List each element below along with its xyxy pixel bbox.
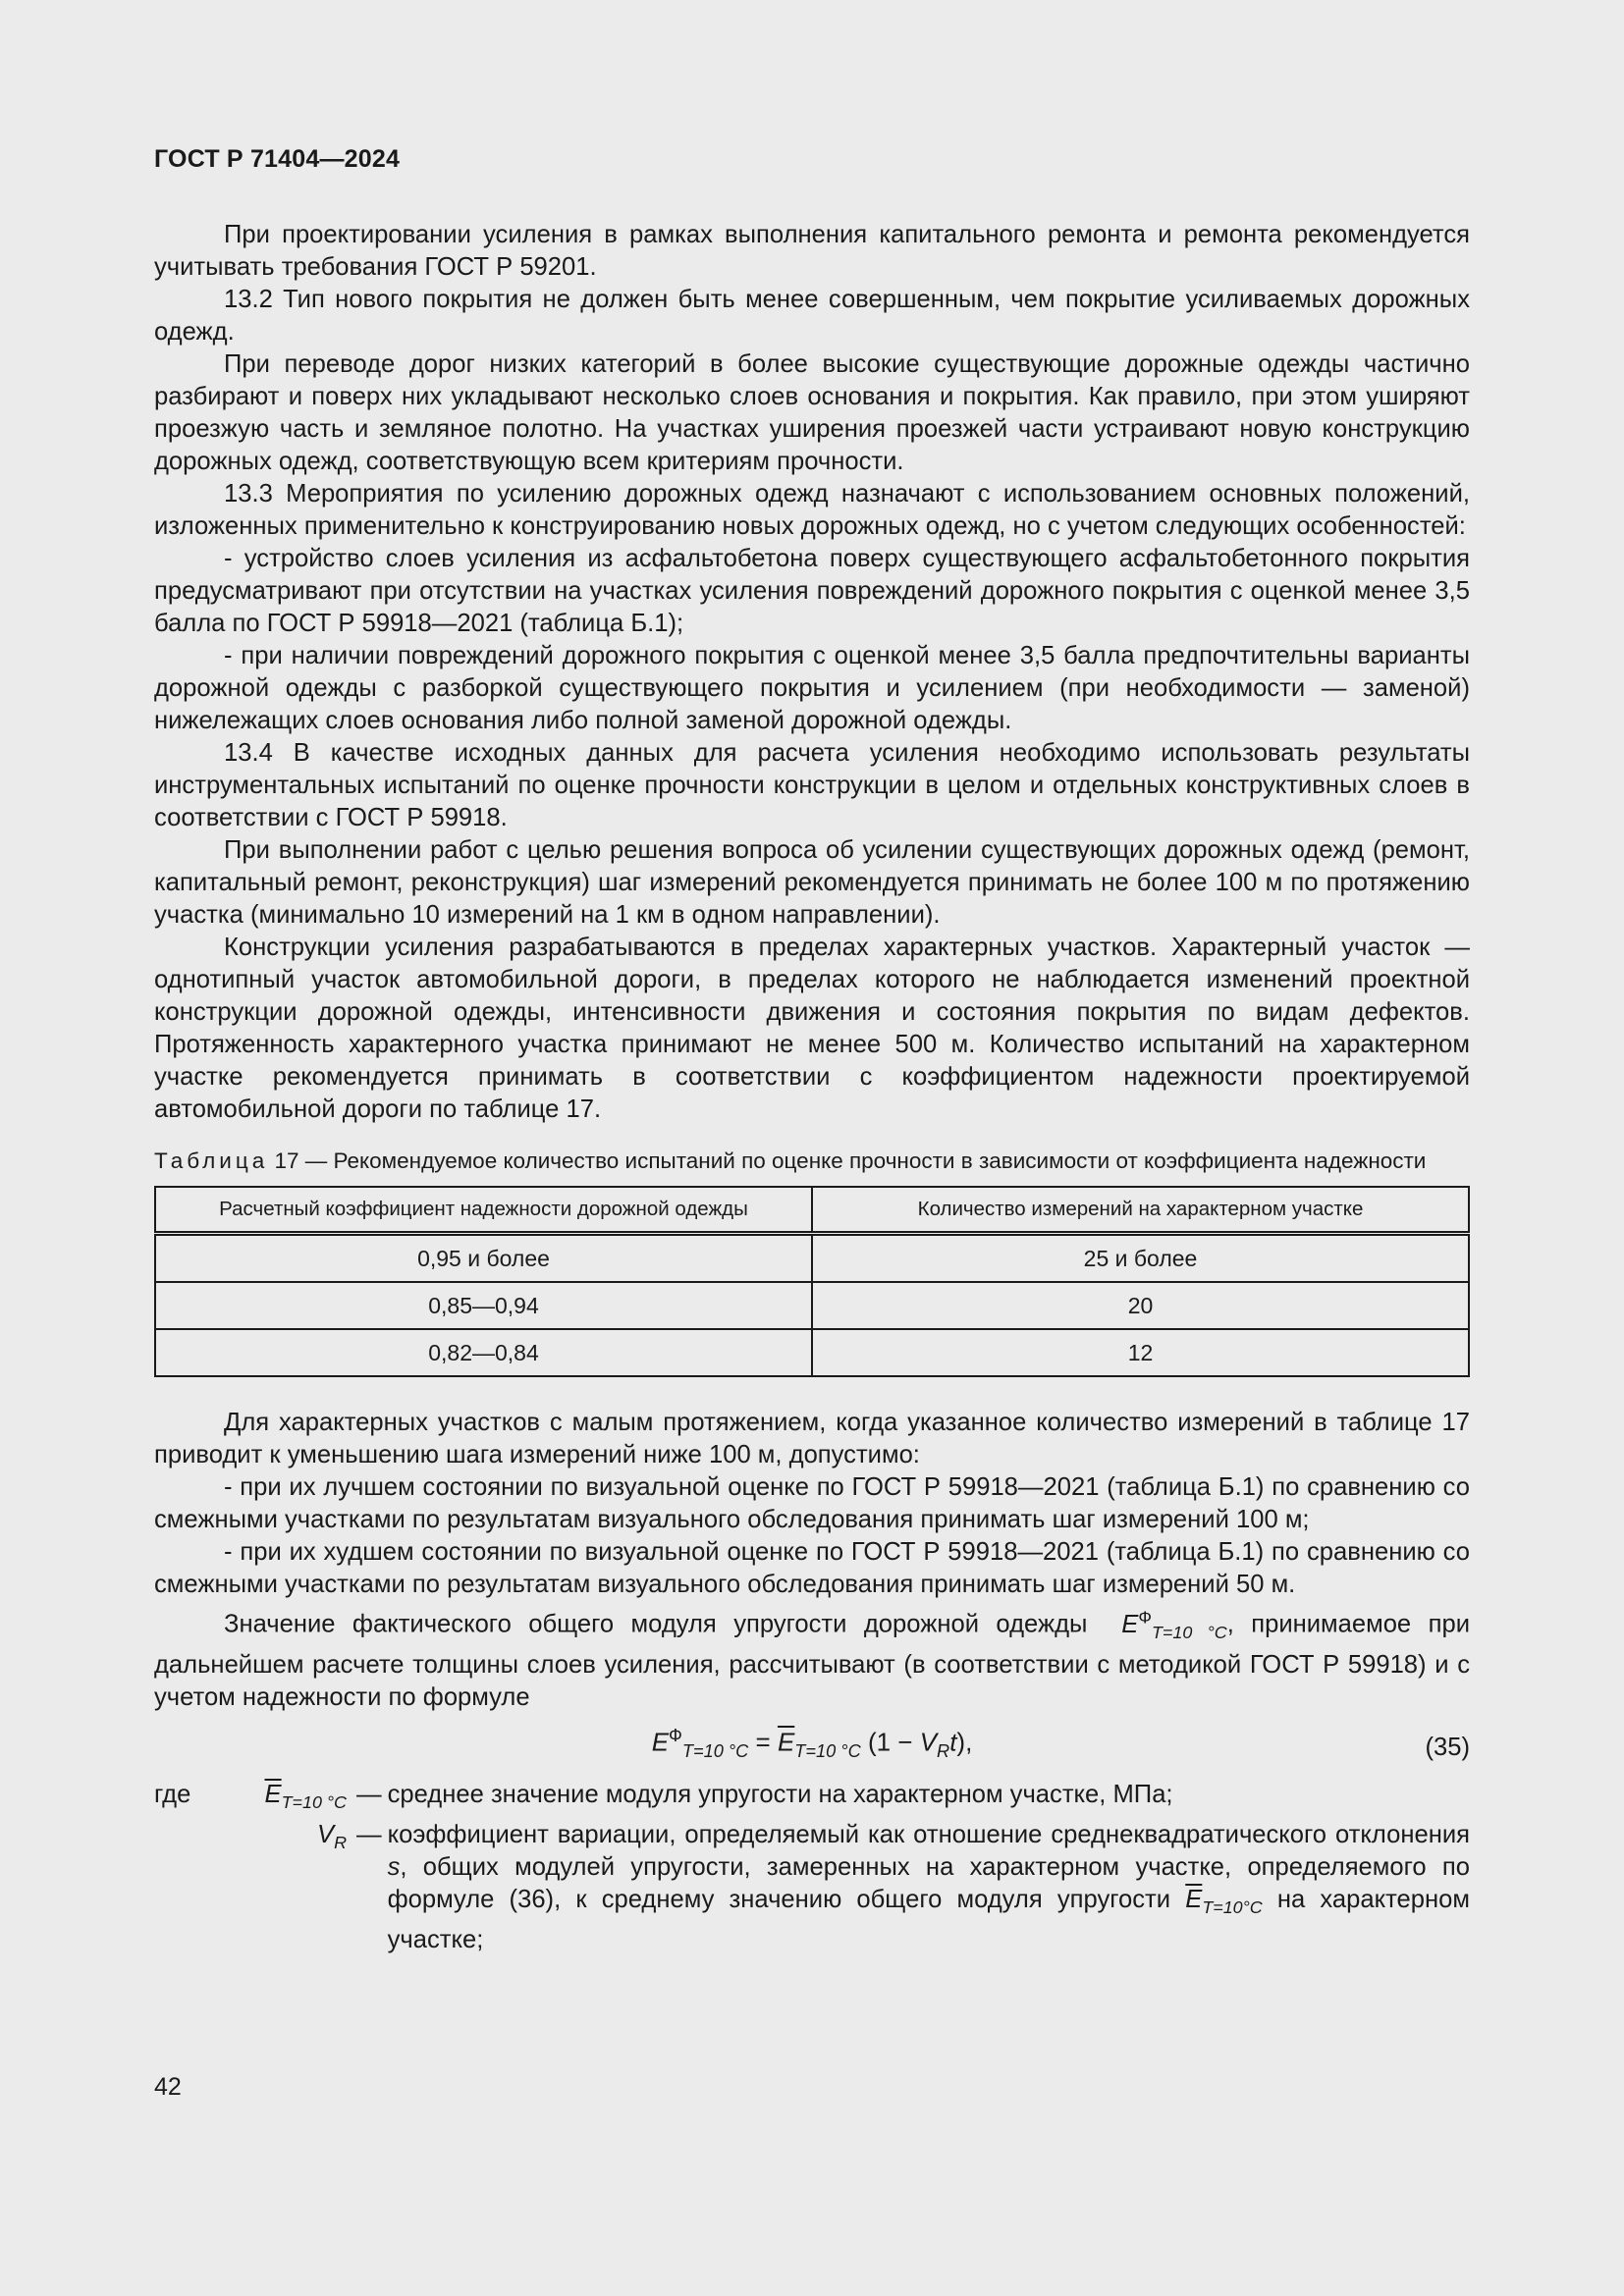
reliability-table <box>154 1186 1470 1377</box>
symbol-v: V <box>919 1727 938 1757</box>
table-row <box>155 1234 1469 1283</box>
paragraph: При переводе дорог низких категорий в более высокие существующие дорожные одежды частично разбирают и поверх них укладывают несколько слоев основания и покрытия. Как правило, при этом уширяют проезжую часть и земляное полотно. На участках уширения проезжей части устраивают новую конструкцию дорожных одежд, соответствующую всем критериям прочности. <box>154 350 1470 475</box>
inline-formula-e-phi <box>1121 1607 1227 1642</box>
where-description: среднее значение модуля упругости на характерном участке, МПа; <box>387 1780 1173 1808</box>
table-caption-text: 17 — Рекомендуемое количество испытаний по оценке прочности в зависимости от коэффициента надежности <box>274 1148 1427 1173</box>
symbol-e-mean: $\overline{E}$ <box>264 1780 282 1808</box>
table-row <box>155 1282 1469 1329</box>
paragraph: При проектировании усиления в рамках выполнения капитального ремонта и ремонта рекомендуется учитывать требования ГОСТ Р 59201. <box>154 221 1470 281</box>
table-caption-label: Таблица <box>154 1148 269 1173</box>
symbol-r: R <box>937 1740 950 1761</box>
vr-text-3: на характерном участке; <box>387 1885 1470 1953</box>
table-cell: 12 <box>812 1329 1469 1376</box>
table-cell: 0,85—0,94 <box>155 1282 812 1329</box>
modulus-text-before: Значение фактического общего модуля упругости дорожной одежды <box>224 1610 1088 1638</box>
where-symbol <box>154 1779 356 1819</box>
symbol-e: E <box>1121 1610 1139 1638</box>
document-header: ГОСТ Р 71404—2024 <box>154 145 401 173</box>
where-row <box>154 1819 1470 1956</box>
list-item: - устройство слоев усиления из асфальтобетона поверх существующего асфальтобетонного покрытия предусматривают при отсутствии на участках усиления повреждений дорожного покрытия с оценкой менее 3,5 балла по ГОСТ Р 59918—2021 (таблица Б.1); <box>154 545 1470 637</box>
where-block <box>154 1779 1470 1956</box>
paragraph: Конструкции усиления разрабатываются в пределах характерных участков. Характерный участок — однотипный участок автомобильной дороги, в пределах которого не наблюдается изменений проектной конструкции дорожной одежды, интенсивности движения и состояния покрытия по видам дефектов. Протяженность характерного участка принимают не менее 500 м. Количество испытаний на характерном участке рекомендуется принимать в соответствии с коэффициентом надежности проектируемой автомобильной дороги по таблице 17. <box>154 934 1470 1123</box>
table-cell: 25 и более <box>812 1234 1469 1283</box>
equals-sign: = <box>755 1727 771 1757</box>
symbol-r: R <box>334 1832 347 1852</box>
paragraph: 13.2 Тип нового покрытия не должен быть менее совершенным, чем покрытие усиливаемых дорожных одежд. <box>154 286 1470 346</box>
symbol-t: t <box>949 1727 957 1757</box>
paragraph: При выполнении работ с целью решения вопроса об усилении существующих дорожных одежд (ремонт, капитальный ремонт, реконструкция) шаг измерений рекомендуется принимать не более 100 м по протяжению участка (минимально 10 измерений на 1 км в одном направлении). <box>154 836 1470 929</box>
where-row <box>154 1779 1470 1819</box>
symbol-t10: T=10 °C <box>281 1791 347 1812</box>
paragraph: Для характерных участков с малым протяжением, когда указанное количество измерений в таблице 17 приводит к уменьшению шага измерений ниже 100 м, допустимо: <box>154 1409 1470 1468</box>
formula-35 <box>154 1720 1470 1771</box>
list-item: - при наличии повреждений дорожного покрытия с оценкой менее 3,5 балла предпочтительны варианты дорожной одежды с разборкой существующего покрытия и усилением (при необходимости — заменой) нижележащих слоев основания либо полной заменой дорожной одежды. <box>154 642 1470 734</box>
where-dash: — <box>356 1820 382 1848</box>
table-cell: 20 <box>812 1282 1469 1329</box>
table-cell: 0,95 и более <box>155 1234 812 1283</box>
page-number: 42 <box>154 2073 182 2101</box>
symbol-s: s <box>387 1852 401 1881</box>
table-caption <box>154 1147 1470 1176</box>
where-description <box>382 1819 1470 1956</box>
list-item: - при их худшем состоянии по визуальной оценке по ГОСТ Р 59918—2021 (таблица Б.1) по сравнению со смежными участками по результатам визуального обследования принимать шаг измерений 50 м. <box>154 1538 1470 1598</box>
symbol-e: E <box>651 1727 670 1757</box>
formula-number: (35) <box>1425 1733 1470 1761</box>
vr-text-1: коэффициент вариации, определяемый как отношение среднеквадратического отклонения <box>387 1820 1470 1848</box>
table-header-cell: Количество измерений на характерном участке <box>812 1187 1469 1234</box>
symbol-t10: T=10 °C <box>1151 1622 1227 1642</box>
formula-body <box>154 1726 1470 1762</box>
where-symbol <box>154 1819 356 1859</box>
symbol-phi: Ф <box>669 1725 682 1745</box>
document-page <box>154 145 1470 1956</box>
list-item: - при их лучшем состоянии по визуальной оценке по ГОСТ Р 59918—2021 (таблица Б.1) по сравнению со смежными участками по результатам визуального обследования принимать шаг измерений 100 м; <box>154 1473 1470 1533</box>
modulus-text-after: , принимаемое при дальнейшем расчете толщины слоев усиления, рассчитывают (в соответствии с методикой ГОСТ Р 59918) и с учетом надежности по формуле <box>154 1610 1470 1711</box>
symbol-t10: T=10 °C <box>681 1740 749 1761</box>
symbol-t10: T=10 °C <box>794 1740 861 1761</box>
where-word: где <box>154 1780 191 1808</box>
paragraph: 13.3 Мероприятия по усилению дорожных одежд назначают с использованием основных положений, изложенных применительно к конструированию новых дорожных одежд, но с учетом следующих особенностей: <box>154 480 1470 540</box>
table-row <box>155 1329 1469 1376</box>
symbol-v: V <box>316 1820 335 1848</box>
symbol-e-mean: $\overline{E}$ <box>1185 1885 1203 1913</box>
paragraph: 13.4 В качестве исходных данных для расчета усиления необходимо использовать результаты инструментальных испытаний по оценке прочности конструкции в целом и отдельных конструктивных слоев в соответствии с ГОСТ Р 59918. <box>154 739 1470 831</box>
paragraph-modulus <box>154 1601 1470 1714</box>
symbol-phi: Ф <box>1138 1607 1152 1627</box>
close-paren: ), <box>956 1727 973 1757</box>
table-header-cell: Расчетный коэффициент надежности дорожной одежды <box>155 1187 812 1234</box>
symbol-t10-compact: T=10°C <box>1202 1896 1263 1917</box>
where-dash: — <box>356 1780 382 1808</box>
table-cell: 0,82—0,84 <box>155 1329 812 1376</box>
open-paren: (1 − <box>867 1727 913 1757</box>
vr-text-2: , общих модулей упругости, замеренных на характерном участке, определяемого по формуле (36), к среднему значению общего модуля упругости <box>387 1852 1470 1913</box>
symbol-e-mean: $\overline{E}$ <box>777 1727 795 1757</box>
